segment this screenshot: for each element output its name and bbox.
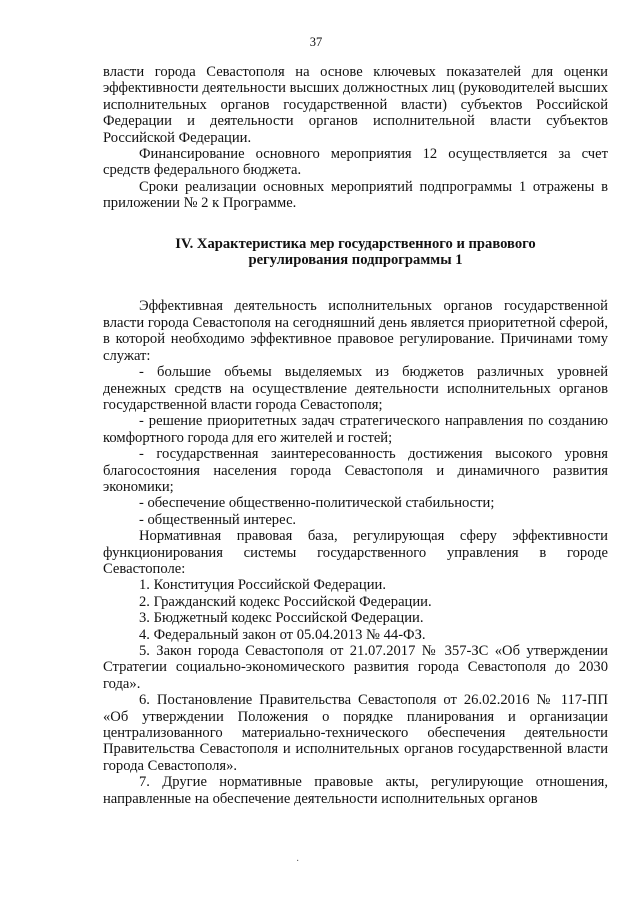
list-item-reason: - общественный интерес. (139, 511, 297, 528)
list-item-law: 7. Другие нормативные правовые акты, регулирующие отношения, направленные на обеспечение деятельности исполнительных органов (103, 774, 608, 807)
list-item-law: 5. Закон города Севастополя от 21.07.2017 № 357-ЗС «Об утверждении Стратегии социально-экономического развития города Севастополя до 2030 года». (103, 643, 608, 692)
list-item-reason: - государственная заинтересованность достижения высокого уровня благосостояния населения города Севастополя и динамичного развития экономики; (103, 446, 608, 495)
list-item-reason: - большие объемы выделяемых из бюджетов различных уровней денежных средств на осуществление деятельности исполнительных органов государственной власти города Севастополя; (103, 364, 608, 413)
list-item-law: 2. Гражданский кодекс Российской Федерации. (139, 593, 432, 610)
list-item-law: 3. Бюджетный кодекс Российской Федерации. (139, 610, 424, 627)
page-number: 37 (309, 35, 323, 49)
section-heading-line-2: регулирования подпрограммы 1 (248, 252, 463, 269)
list-item-law: 6. Постановление Правительства Севастополя от 26.02.2016 № 117-ПП «Об утверждении Положения о порядке планирования и организации централизованного материально-технического обеспечения деятельности Правительства Севастополя и исполнительных органов государственной власти города Севастополя». (103, 692, 608, 774)
list-item-reason: - обеспечение общественно-политической стабильности; (139, 495, 495, 512)
list-item-law: 4. Федеральный закон от 05.04.2013 № 44-ФЗ. (139, 626, 426, 643)
page-body (103, 64, 608, 807)
paragraph-legal-base: Нормативная правовая база, регулирующая сферу эффективности функционирования системы государственного управления в городе Севастополе: (103, 528, 608, 577)
paragraph-timeline: Сроки реализации основных мероприятий подпрограммы 1 отражены в приложении № 2 к Программе. (103, 178, 608, 212)
paragraph-financing: Финансирование основного мероприятия 12 осуществляется за счет средств федерального бюджета. (103, 146, 608, 179)
paragraph-intro: Эффективная деятельность исполнительных органов государственной власти города Севастополя на сегодняшний день является приоритетной сферой, в которой необходимо эффективное правовое регулирование. Причинами тому служат: (103, 298, 608, 364)
list-item-law: 1. Конституция Российской Федерации. (139, 577, 386, 594)
section-heading-line-1: IV. Характеристика мер государственного и правового (175, 235, 536, 252)
list-item-reason: - решение приоритетных задач стратегического направления по созданию комфортного города для его жителей и гостей; (103, 413, 608, 446)
paragraph-continuation: власти города Севастополя на основе ключевых показателей для оценки эффективности деятельности высших должностных лиц (руководителей высших исполнительных органов государственной власти) субъектов Российской Федерации и деятельности органов исполнительной власти субъектов Российской Федерации. (103, 64, 608, 146)
scan-speck: · (296, 856, 300, 867)
